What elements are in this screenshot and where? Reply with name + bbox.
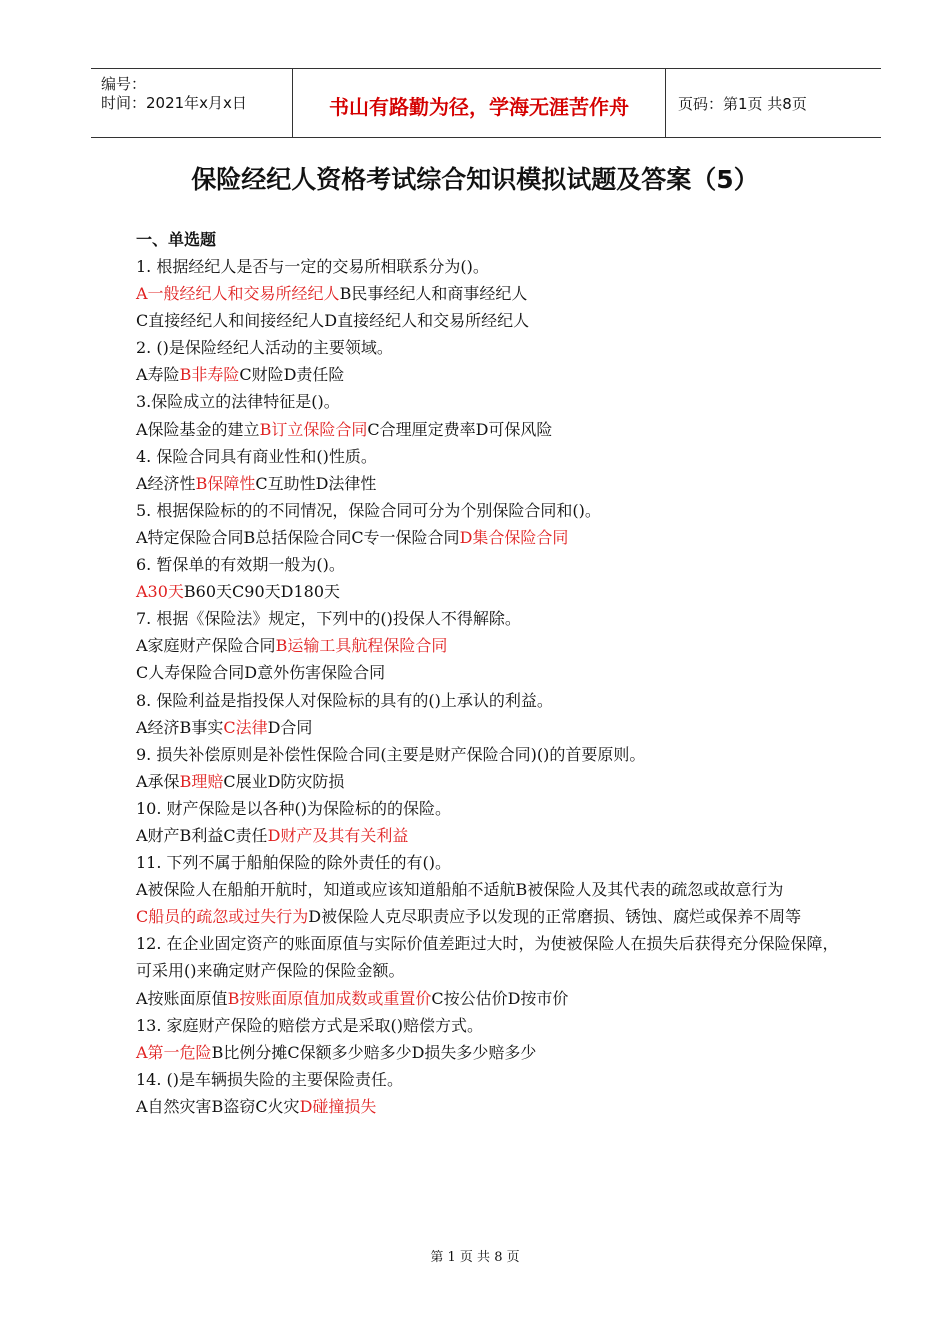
text-segment: 11. 下列不属于船舶保险的除外责任的有()。 [136,853,452,873]
text-line [136,361,846,388]
text-line [136,416,846,443]
text-segment: 2. ()是保险经纪人活动的主要领域。 [136,338,393,358]
text-segment: C合理厘定费率D可保风险 [367,419,553,439]
question-lines [136,253,846,1120]
code-label: 编号： [101,75,147,93]
text-segment: 12. 在企业固定资产的账面原值与实际价值差距过大时，为使被保险人在损失后获得充分保险保障，可采用()来确定财产保险的保险金额。 [136,934,839,981]
text-segment: A寿险 [136,365,180,385]
section-title: 一、单选题 [136,230,217,249]
text-line [136,524,846,551]
text-segment: C展业D防灾防损 [223,771,345,791]
text-segment: 8. 保险利益是指投保人对保险标的具有的()上承认的利益。 [136,690,553,710]
answer-highlight: B保障性 [195,473,256,493]
text-line [136,876,846,903]
text-segment: B60天C90天D180天 [183,582,341,602]
text-line [136,985,846,1012]
answer-highlight: C船员的疏忽或过失行为 [136,907,309,927]
text-segment: 4. 保险合同具有商业性和()性质。 [136,446,377,466]
answer-highlight: A第一危险 [136,1042,212,1062]
text-segment: A保险基金的建立 [136,419,260,439]
text-line [136,768,846,795]
text-line [136,307,846,334]
text-segment: 10. 财产保险是以各种()为保险标的的保险。 [136,798,452,818]
text-segment: A被保险人在船舶开航时，知道或应该知道船舶不适航B被保险人及其代表的疏忽或故意行为 [136,880,784,900]
text-segment: A自然灾害B盗窃C火灾 [136,1096,300,1116]
text-segment: 5. 根据保险标的的不同情况，保险合同可分为个别保险合同和()。 [136,500,601,520]
text-line [136,443,846,470]
answer-highlight: C法律 [223,717,268,737]
answer-highlight: A30天 [136,582,184,602]
text-segment: D被保险人克尽职责应予以发现的正常磨损、锈蚀、腐烂或保养不周等 [308,907,802,927]
text-line [136,930,846,984]
text-segment: A经济B事实 [136,717,224,737]
text-segment: 7. 根据《保险法》规定，下列中的()投保人不得解除。 [136,609,521,629]
text-line [136,605,846,632]
text-line [136,903,846,930]
text-line [136,632,846,659]
text-segment: B比例分摊C保额多少赔多少D损失多少赔多少 [211,1042,537,1062]
text-segment: C互助性D法律性 [255,473,377,493]
text-segment: 3.保险成立的法律特征是()。 [136,392,340,412]
text-line [136,741,846,768]
header-page-cell [666,69,881,137]
answer-highlight: B订立保险合同 [259,419,368,439]
text-line [136,470,846,497]
text-line [136,253,846,280]
answer-highlight: D集合保险合同 [459,527,569,547]
text-line [136,1093,846,1120]
text-line [136,849,846,876]
text-segment: C财险D责任险 [239,365,345,385]
text-segment: 13. 家庭财产保险的赔偿方式是采取()赔偿方式。 [136,1015,484,1035]
text-line [136,497,846,524]
text-line [136,822,846,849]
text-line [136,659,846,686]
text-line [136,1066,846,1093]
text-segment: B民事经纪人和商事经纪人 [339,284,528,304]
text-line [136,687,846,714]
answer-highlight: B运输工具航程保险合同 [275,636,448,656]
text-line [136,280,846,307]
text-line [136,578,846,605]
page-footer: 第 1 页 共 8 页 [430,1250,520,1265]
text-segment: 1. 根据经纪人是否与一定的交易所相联系分为()。 [136,257,489,276]
text-segment: 6. 暂保单的有效期一般为()。 [136,555,345,575]
text-segment: A经济性 [136,473,196,493]
text-line [136,1039,846,1066]
text-segment: A按账面原值 [136,988,228,1008]
answer-highlight: B按账面原值加成数或重置价 [227,988,432,1008]
answer-highlight: D财产及其有关利益 [267,825,409,845]
text-line [136,334,846,361]
answer-highlight: A一般经纪人和交易所经纪人 [136,284,340,304]
answer-highlight: D碰撞损失 [299,1096,377,1116]
text-line [136,388,846,415]
text-segment: 14. ()是车辆损失险的主要保险责任。 [136,1069,404,1089]
text-segment: 9. 损失补偿原则是补偿性保险合同(主要是财产保险合同)()的首要原则。 [136,744,646,764]
header-meta-cell [91,69,293,137]
text-line [136,1012,846,1039]
text-line [136,551,846,578]
header-motto-cell [293,69,666,137]
text-segment: C按公估价D按市价 [431,988,569,1008]
text-segment: A家庭财产保险合同 [136,636,276,656]
text-segment: D合同 [267,717,313,737]
question-content [136,226,846,1120]
text-line [136,714,846,741]
text-line [136,795,846,822]
document-title: 保险经纪人资格考试综合知识模拟试题及答案（5） [191,165,759,194]
page-header [91,68,881,138]
text-segment: C直接经纪人和间接经纪人D直接经纪人和交易所经纪人 [136,311,530,331]
answer-highlight: B理赔 [179,771,224,791]
text-segment: A财产B利益C责任 [136,825,268,845]
answer-highlight: B非寿险 [179,365,240,385]
time-label: 时间：2021年x月x日 [101,94,247,112]
page-info: 页码：第1页 共8页 [678,95,807,113]
motto: 书山有路勤为径，学海无涯苦作舟 [329,95,629,119]
text-segment: A承保 [136,771,180,791]
text-segment: C人寿保险合同D意外伤害保险合同 [136,663,386,683]
text-segment: A特定保险合同B总括保险合同C专一保险合同 [136,527,460,547]
